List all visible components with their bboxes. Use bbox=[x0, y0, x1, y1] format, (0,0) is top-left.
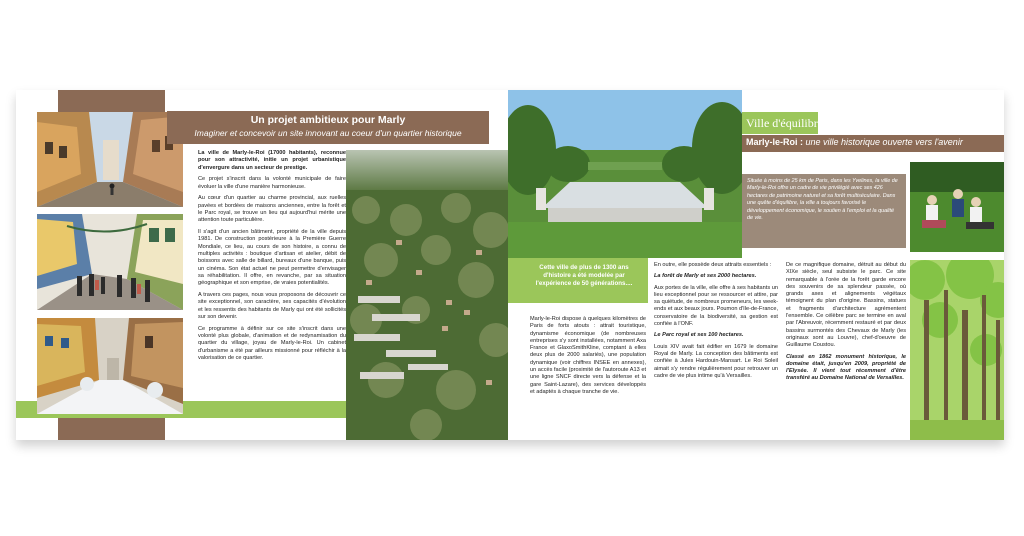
col1-paragraph: Marly-le-Roi dispose à quelques kilomètres de Paris de forts atouts : attrait touristique, dynamisme économique (de nombreuses entreprises s'y sont installées, notamment Axa France et GlaxoSmithKline, comptant à elles deux plus de 2000 salariés), une population dynamique (voir chiffres INSEE en annexes), un accès facile (proximité de l'autoroute A13 et une ligne SNCF directe vers la défense et la gare Saint-Lazare), des services développés et adaptés à chaque tranche de vie. bbox=[530, 316, 646, 395]
right-title-box bbox=[742, 112, 824, 134]
left-paragraph-2: Ce projet s'inscrit dans la volonté municipale de faire évoluer la ville d'une manière harmonieuse. bbox=[198, 176, 346, 190]
left-page-title: Un projet ambitieux pour Marly bbox=[250, 114, 406, 126]
brown-block-top bbox=[58, 90, 165, 112]
col3-paragraph: De ce magnifique domaine, détruit au début du XIXe siècle, seul subsiste le parc. Ce site remarquable à l'orée de la forêt garde encore des souvenirs de sa splendeur passée, où grands axes et alignements végétaux témoignent du plan d'origine. Bassins, statues et fragments d'architecture agrémentent l'ensemble. Ce célèbre parc se termine en aval par l'Abreuvoir, récemment restauré et par deux bassins surmontés des Chevaux de Marly (les originaux sont au Louvre), chef-d'oeuvre de Guillaume Coustou. bbox=[786, 262, 906, 349]
left-text-column bbox=[198, 150, 346, 367]
village-street-photo-2 bbox=[37, 214, 183, 310]
right-subtitle-bar bbox=[742, 135, 1004, 152]
right-page bbox=[508, 90, 1004, 440]
callout-box bbox=[508, 258, 648, 303]
intro-box bbox=[742, 174, 906, 248]
left-paragraph-3: Au cœur d'un quartier au charme provincial, aux ruelles pavées et bordées de maisons anciennes, entre la forêt et le Parc royal, se trouve un lieu qui aujourd'hui mérite une attention toute particulière. bbox=[198, 195, 346, 224]
village-street-photo-1 bbox=[37, 112, 183, 207]
col2-paragraph-park: Louis XIV avait fait édifier en 1679 le domaine Royal de Marly. La conception des bâtiments est confiée à Jules Hardouin-Mansart. Le Roi Soleil aimait s'y rendre régulièrement pour retrouver un cadre de vie plus intime qu'à Versailles. bbox=[654, 343, 778, 379]
left-page bbox=[16, 90, 508, 440]
col2-paragraph-forest: Aux portes de la ville, elle offre à ses habitants un lieu exceptionnel pour se ressourcer et attire, par sa quiétude, de nombreux promeneurs, les week-ends et aux beaux jours. Poumon d'Ile-de-France, conservatoire de la biodiversité, sa gestion est confiée à l'ONF. bbox=[654, 284, 778, 328]
snowy-street-photo bbox=[37, 318, 183, 414]
forest-photo bbox=[910, 260, 1004, 440]
royal-park-photo bbox=[508, 90, 742, 258]
left-paragraph-1: La ville de Marly-le-Roi (17000 habitants), reconnue pour son attractivité, initie un projet urbanistique d'envergure dans un secteur de prestige. bbox=[198, 150, 346, 171]
left-paragraph-6: Ce programme à définir sur ce site s'inscrit dans une volonté plus globale, d'animation et de redynamisation du quartier du village, joyau de Marly-le-Roi. Un cabinet d'urbanisme a été par ailleurs missionné pour réfléchir à la valorisation de ce quartier. bbox=[198, 325, 346, 361]
brown-block-bottom bbox=[58, 418, 165, 440]
left-page-subtitle: Imaginer et concevoir un site innovant au coeur d'un quartier historique bbox=[194, 128, 462, 138]
col2-heading-forest: La forêt de Marly et ses 2000 hectares. bbox=[654, 273, 757, 280]
col2-heading-park: Le Parc royal et ses 100 hectares. bbox=[654, 332, 744, 339]
col2-intro: En outre, elle possède deux attraits essentiels : bbox=[654, 262, 772, 268]
col3-highlight: Classé en 1862 monument historique, le domaine était, jusqu'en 2009, propriété de l'Elysée. Il vient tout récemment d'être transféré au Domaine National de Versailles. bbox=[786, 353, 906, 382]
aerial-view-photo bbox=[346, 150, 508, 440]
left-paragraph-5: A travers ces pages, nous vous proposons de découvrir ce site exceptionnel, son caractère, ses capacités d'évolution et les ressentis des habitants de Marly qui ont été sollicités sur son devenir. bbox=[198, 292, 346, 320]
text-column-1 bbox=[530, 316, 646, 400]
right-subtitle-bold: Marly-le-Roi : bbox=[746, 137, 804, 147]
callout-text: Cette ville de plus de 1300 ans d'histoire a été modelée par l'expérience de 50 générations.... bbox=[535, 264, 633, 287]
left-title-bar bbox=[167, 111, 489, 144]
picnic-photo bbox=[910, 162, 1004, 252]
right-page-title: Ville d'équilibre bbox=[746, 116, 824, 130]
text-column-3 bbox=[786, 262, 906, 387]
intro-text: Située à moins de 25 km de Paris, dans les Yvelines, la ville de Marly-le-Roi offre un cadre de vie privilégié avec ses 426 hectares de patrimoine naturel et sa forêt multiséculaire. Dans une quête d'équilibre, la ville a toujours favorisé le développement économique, le soutien à l'emploi et la qualité de vie. bbox=[747, 178, 898, 222]
brochure-spread bbox=[16, 90, 1004, 440]
left-paragraph-4: Il s'agit d'un ancien bâtiment, propriété de la ville depuis 1981. De construction postérieure à la Première Guerre Mondiale, ce lieu, au cours de son histoire, a connu de multiples activités : boutique d'artisan et atelier, débit de boissons avec salle de billard, bureaux d'une banque, puis un cinéma. Son état actuel ne peut permettre d'envisager sa réhabilitation. Il offre, en revanche, par sa situation géographique et son emprise, de vraies potentialités. bbox=[198, 229, 346, 287]
right-subtitle-rest: une ville historique ouverte vers l'avenir bbox=[803, 137, 963, 147]
text-column-2 bbox=[654, 262, 778, 384]
